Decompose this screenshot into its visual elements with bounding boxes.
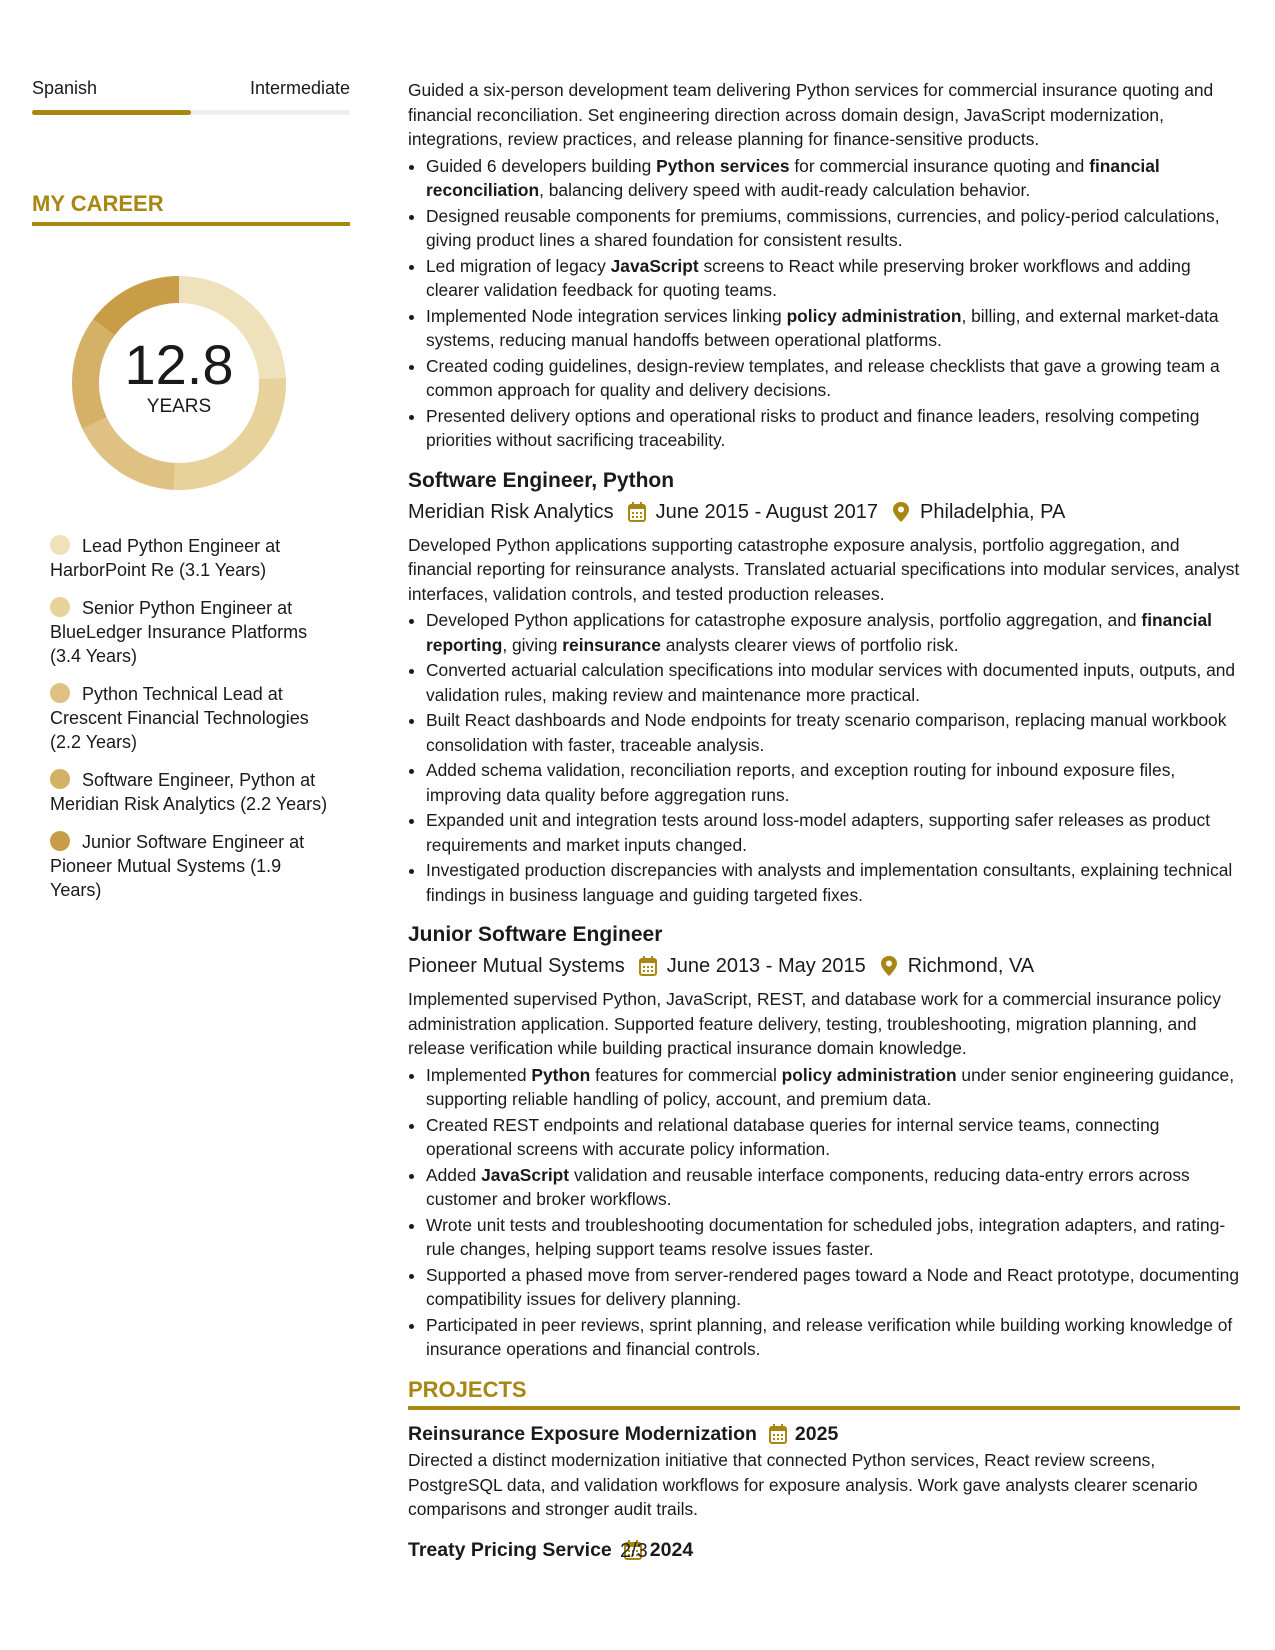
- bullet-item: • Participated in peer reviews, sprint planning, and release verification while building working knowledge of insurance operations and financial controls.: [426, 1313, 1240, 1362]
- bullet-item: • Expanded unit and integration tests around loss-model adapters, supporting safer releases as product requirements and market inputs changed.: [426, 808, 1240, 857]
- bold-keyword: JavaScript: [481, 1164, 570, 1185]
- job-location: Philadelphia, PA: [920, 500, 1066, 523]
- career-heading: MY CAREER: [32, 191, 350, 226]
- language-proficiency-fill: [32, 110, 191, 115]
- bold-keyword: policy administration: [786, 305, 962, 326]
- legend-item: [50, 830, 330, 902]
- map-pin-icon: [892, 502, 910, 522]
- legend-item: [50, 682, 330, 754]
- bold-keyword: Python services: [656, 155, 790, 176]
- job-meta: [408, 952, 1240, 980]
- legend-label: Software Engineer, Python at Meridian Risk Analytics (2.2 Years): [50, 770, 328, 814]
- language-name: Spanish: [32, 78, 98, 98]
- legend-item: [50, 768, 330, 816]
- job-bullets: [408, 154, 1240, 453]
- bold-keyword: JavaScript: [610, 255, 699, 276]
- bold-keyword: reinsurance: [562, 634, 661, 655]
- donut-unit: YEARS: [146, 396, 212, 417]
- bullet-item: • Implemented Python features for commercial policy administration under senior engineering guidance, supporting reliable handling of policy, account, and premium data.: [426, 1063, 1240, 1112]
- bullet-item: • Investigated production discrepancies with analysts and implementation consultants, explaining technical findings in business language and guiding targeted fixes.: [426, 858, 1240, 907]
- legend-item: [50, 534, 330, 582]
- project-title-row: [408, 1536, 1240, 1564]
- donut-total: 12.8: [124, 333, 234, 396]
- legend-label: Junior Software Engineer at Pioneer Mutual Systems (1.9 Years): [50, 832, 305, 900]
- projects-heading: PROJECTS: [408, 1378, 1240, 1411]
- bullet-item: • Converted actuarial calculation specifications into modular services with documented inputs, outputs, and validation rules, making review and maintenance more practical.: [426, 658, 1240, 707]
- job-summary: Implemented supervised Python, JavaScript, REST, and database work for a commercial insurance policy administration application. Supported feature delivery, testing, troubleshooting, migration planning, and release verification while building practical insurance domain knowledge.: [408, 989, 1221, 1058]
- legend-dot: [50, 769, 70, 789]
- bullet-item: • Created coding guidelines, design-review templates, and release checklists that gave a growing team a common approach for quality and delivery decisions.: [426, 354, 1240, 403]
- job-title: Software Engineer, Python: [408, 468, 675, 492]
- company-name: Pioneer Mutual Systems: [408, 955, 625, 977]
- language-level: Intermediate: [249, 78, 350, 98]
- page-number: 2/3: [620, 1540, 648, 1562]
- job-dates: June 2013 - May 2015: [666, 955, 866, 977]
- calendar-icon: [628, 502, 646, 522]
- bullet-item: • Designed reusable components for premiums, commissions, currencies, and policy-period calculations, giving product lines a shared foundation for consistent results.: [426, 204, 1240, 253]
- legend-label: Python Technical Lead at Crescent Financial Technologies (2.2 Years): [50, 684, 309, 752]
- job-dates: June 2015 - August 2017: [655, 500, 879, 523]
- project-year: 2025: [794, 1423, 839, 1445]
- job-summary: Developed Python applications supporting catastrophe exposure analysis, portfolio aggregation, and financial reporting for reinsurance analysts. Translated actuarial specifications into modular services, analyst interfaces, validation controls, and tested production releases.: [408, 534, 1240, 604]
- donut-segment: [82, 417, 175, 490]
- bullet-item: • Led migration of legacy JavaScript screens to React while preserving broker workflows and adding clearer validation feedback for quoting teams.: [426, 254, 1240, 303]
- job-location: Richmond, VA: [907, 955, 1035, 977]
- bullet-item: • Guided 6 developers building Python services for commercial insurance quoting and financial reconciliation, balancing delivery speed with audit-ready calculation behavior.: [426, 154, 1240, 203]
- bullet-item: • Supported a phased move from server-rendered pages toward a Node and React prototype, documenting compatibility issues for delivery planning.: [426, 1263, 1240, 1312]
- job-title: Junior Software Engineer: [408, 923, 663, 946]
- bullet-item: • Developed Python applications for catastrophe exposure analysis, portfolio aggregation, and financial reporting, giving reinsurance analysts clearer views of portfolio risk.: [426, 608, 1240, 657]
- donut-segment: [93, 276, 179, 335]
- calendar-icon: [769, 1424, 787, 1444]
- bullet-item: • Implemented Node integration services linking policy administration, billing, and external market-data systems, reducing manual handoffs between operational platforms.: [426, 304, 1240, 353]
- job-bullets: [408, 1063, 1240, 1362]
- project-title: Reinsurance Exposure Modernization: [408, 1423, 757, 1445]
- project-title: Treaty Pricing Service: [408, 1538, 612, 1561]
- legend-dot: [50, 831, 70, 851]
- project-year: 2024: [649, 1538, 694, 1561]
- calendar-icon: [639, 956, 657, 976]
- main-column: [408, 78, 1240, 1564]
- language-row: [32, 78, 350, 99]
- legend-label: Lead Python Engineer at HarborPoint Re (3.1 Years): [50, 536, 281, 580]
- bullet-item: • Presented delivery options and operational risks to product and finance leaders, resolving competing priorities without sacrificing traceability.: [426, 404, 1240, 453]
- bullet-item: • Added schema validation, reconciliation reports, and exception routing for inbound exposure files, improving data quality before aggregation runs.: [426, 758, 1240, 807]
- career-legend: [50, 534, 330, 902]
- job-summary: Guided a six-person development team delivering Python services for commercial insurance quoting and financial reconciliation. Set engineering direction across domain design, JavaScript modernization, integrations, review practices, and release planning for finance-sensitive products.: [408, 80, 1214, 149]
- bullet-item: • Built React dashboards and Node endpoints for treaty scenario comparison, replacing manual workbook consolidation with faster, traceable analysis.: [426, 708, 1240, 757]
- bullet-item: • Created REST endpoints and relational database queries for internal service teams, connecting operational screens with accurate policy information.: [426, 1113, 1240, 1162]
- career-donut-chart: [64, 268, 294, 498]
- bullet-item: • Added JavaScript validation and reusable interface components, reducing data-entry errors across customer and broker workflows.: [426, 1163, 1240, 1212]
- project-title-row: [408, 1420, 1240, 1448]
- bold-keyword: Python: [531, 1064, 591, 1085]
- legend-item: [50, 596, 330, 668]
- donut-center: [64, 333, 294, 418]
- sidebar: [32, 78, 350, 916]
- bold-keyword: financial reconciliation: [426, 155, 1160, 200]
- legend-dot: [50, 597, 70, 617]
- bold-keyword: financial reporting: [426, 610, 1212, 655]
- job-bullets: [408, 608, 1240, 907]
- bullet-item: • Wrote unit tests and troubleshooting documentation for scheduled jobs, integration adapters, and rating-rule changes, helping support teams resolve issues faster.: [426, 1213, 1240, 1262]
- legend-dot: [50, 535, 70, 555]
- legend-dot: [50, 683, 70, 703]
- language-proficiency-bar: [32, 110, 350, 115]
- bold-keyword: policy administration: [781, 1064, 957, 1085]
- company-name: Meridian Risk Analytics: [408, 500, 614, 523]
- map-pin-icon: [880, 956, 898, 976]
- legend-label: Senior Python Engineer at BlueLedger Insurance Platforms (3.4 Years): [50, 598, 308, 666]
- project-description: Directed a distinct modernization initiative that connected Python services, React review screens, PostgreSQL data, and validation workflows for exposure analysis. Work gave analysts clearer scenario comparisons and stronger audit trails.: [408, 1450, 1198, 1519]
- job-meta: [408, 498, 1240, 526]
